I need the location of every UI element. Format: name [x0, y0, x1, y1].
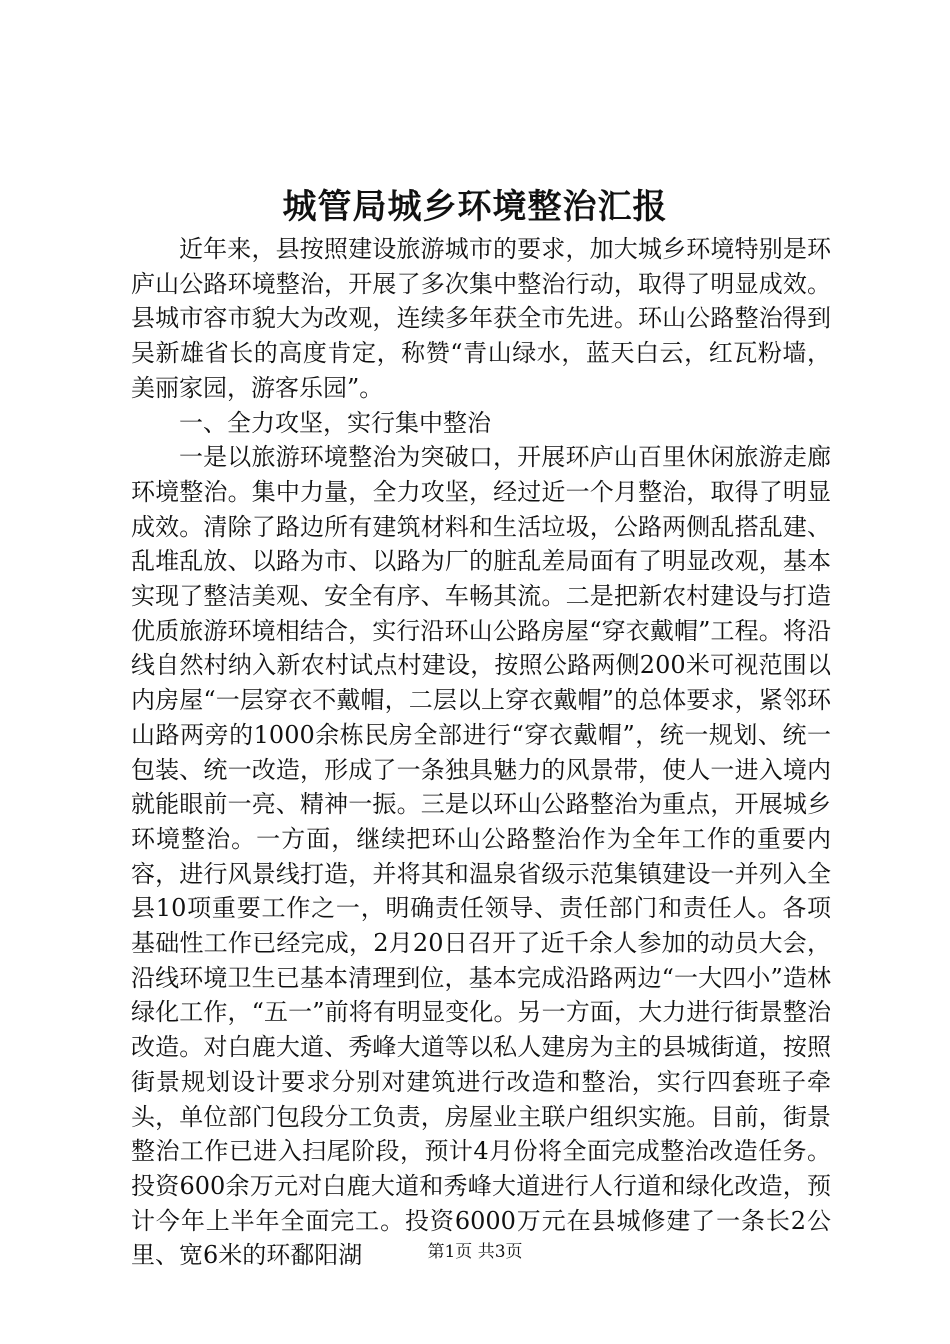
section-heading: 一、全力攻坚，实行集中整治: [179, 408, 491, 437]
document-title: 城管局城乡环境整治汇报: [282, 187, 668, 227]
paragraph-intro: 近年来，县按照建设旅游城市的要求，加大城乡环境特别是环庐山公路环境整治，开展了多次集中整治行动，取得了明显成效。县城市容市貌大为改观，连续多年获全市先进。环山公路整治得到吴新雄省长的高度肯定，称赞“青山绿水，蓝天白云，红瓦粉墙，美丽家园，游客乐园”。: [131, 235, 831, 402]
paragraph-section-1: 一是以旅游环境整治为突破口，开展环庐山百里休闲旅游走廊环境整治。集中力量，全力攻坚，经过近一个月整治，取得了明显成效。清除了路边所有建筑材料和生活垃圾，公路两侧乱搭乱建、乱堆乱放、以路为市、以路为厂的脏乱差局面有了明显改观，基本实现了整洁美观、安全有序、车畅其流。二是把新农村建设与打造优质旅游环境相结合，实行沿环山公路房屋“穿衣戴帽”工程。将沿线自然村纳入新农村试点村建设，按照公路两侧200米可视范围以内房屋“一层穿衣不戴帽，二层以上穿衣戴帽”的总体要求，紧邻环山路两旁的1000余栋民房全部进行“穿衣戴帽”，统一规划、统一包装、统一改造，形成了一条独具魅力的风景带，使人一进入境内就能眼前一亮、精神一振。三是以环山公路整治为重点，开展城乡环境整治。一方面，继续把环山公路整治作为全年工作的重要内容，进行风景线打造，并将其和温泉省级示范集镇建设一并列入全县10项重要工作之一，明确责任领导、责任部门和责任人。各项基础性工作已经完成，2月20日召开了近千余人参加的动员大会，沿线环境卫生已基本清理到位，基本完成沿路两边“一大四小”造林绿化工作，“五一”前将有明显变化。另一方面，大力进行街景整治改造。对白鹿大道、秀峰大道等以私人建房为主的县城街道，按照街景规划设计要求分别对建筑进行改造和整治，实行四套班子牵头，单位部门包段分工负责，房屋业主联户组织实施。目前，街景整治工作已进入扫尾阶段，预计4月份将全面完成整治改造任务。投资600余万元对白鹿大道和秀峰大道进行人行道和绿化改造，预计今年上半年全面完工。投资6000万元在县城修建了一条长2公里、宽6米的环鄱阳湖: [131, 443, 831, 1270]
page-footer: 第1页 共3页: [427, 1242, 523, 1262]
document-body: [131, 232, 831, 1273]
